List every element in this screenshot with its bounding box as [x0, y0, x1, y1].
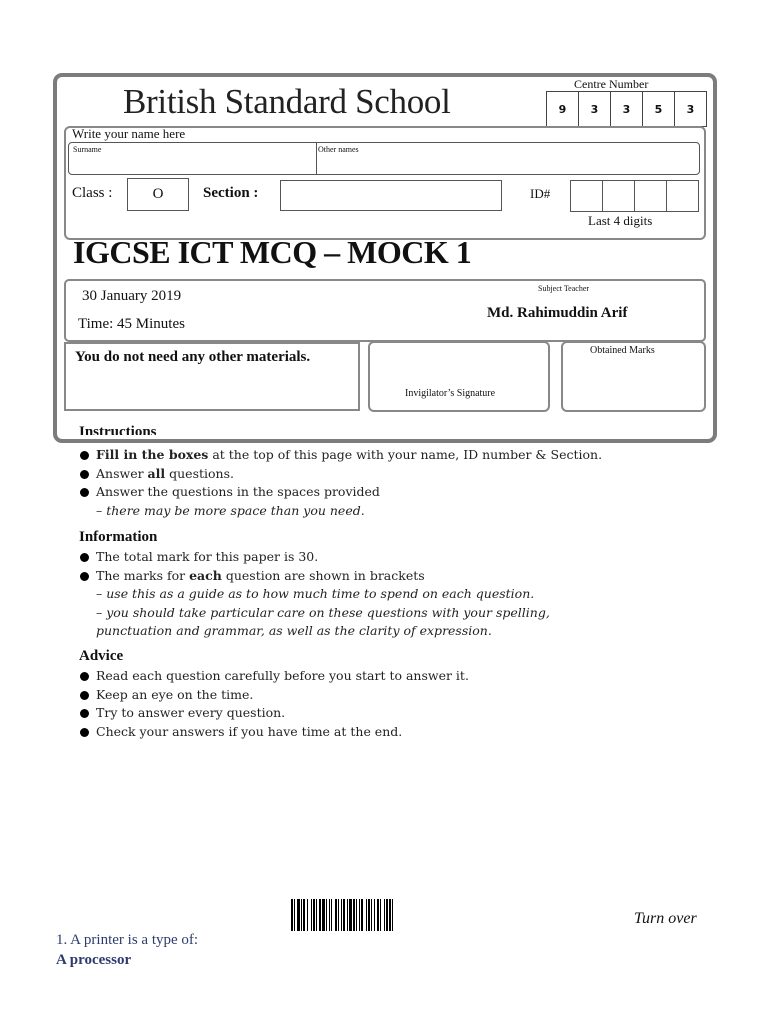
- list-item: [79, 465, 602, 484]
- teacher-name: Md. Rahimuddin Arif: [487, 305, 628, 321]
- advice-list: [79, 667, 469, 741]
- bullet-icon: [80, 709, 89, 718]
- list-note: [79, 502, 602, 521]
- surname-label: Surname: [73, 145, 102, 154]
- paper-title: IGCSE ICT MCQ – MOCK 1: [73, 234, 472, 270]
- list-item: [79, 723, 469, 742]
- turn-over-label: Turn over: [634, 910, 697, 927]
- class-field[interactable]: O: [127, 178, 189, 211]
- list-item: [79, 704, 469, 723]
- bullet-icon: [80, 488, 89, 497]
- barcode-icon: [291, 899, 473, 931]
- instructions-list: [79, 446, 602, 520]
- item-text: questions.: [165, 465, 234, 481]
- exam-date: 30 January 2019: [82, 288, 182, 304]
- centre-digit: 5: [642, 91, 675, 127]
- section-field[interactable]: [280, 180, 502, 211]
- list-item: [79, 446, 602, 465]
- class-label: Class :: [72, 185, 113, 201]
- bullet-icon: [80, 672, 89, 681]
- id-boxes: [571, 180, 699, 212]
- centre-digit: 3: [578, 91, 611, 127]
- id-digit-field[interactable]: [602, 180, 635, 212]
- list-note: [79, 585, 550, 604]
- list-item: [79, 667, 469, 686]
- item-text: Check your answers if you have time at the end.: [96, 723, 403, 739]
- centre-number-boxes: [547, 91, 707, 127]
- information-list: [79, 548, 550, 641]
- item-text: Read each question carefully before you start to answer it.: [96, 668, 469, 683]
- note-text: – there may be more space than you need.: [96, 502, 365, 518]
- list-note: [79, 622, 550, 641]
- emphasis: Fill in the boxes: [96, 447, 209, 462]
- item-text: question are shown in brackets: [221, 567, 425, 583]
- invigilator-label: Invigilator’s Signature: [405, 388, 496, 399]
- other-names-label: Other names: [318, 145, 359, 154]
- name-divider: [316, 142, 317, 174]
- emphasis: each: [189, 567, 222, 583]
- bullet-icon: [80, 470, 89, 479]
- note-text: punctuation and grammar, as well as the clarity of expression.: [96, 623, 492, 638]
- bullet-icon: [80, 451, 89, 460]
- centre-digit: 3: [674, 91, 707, 127]
- write-name-label: Write your name here: [72, 126, 186, 141]
- id-hint: Last 4 digits: [588, 213, 653, 228]
- centre-digit: 9: [546, 91, 579, 127]
- instructions-heading: Instructions: [79, 424, 157, 435]
- bullet-icon: [80, 553, 89, 562]
- school-name: British Standard School: [123, 82, 451, 121]
- note-text: – use this as a guide as to how much time to spend on each question.: [96, 586, 535, 601]
- id-digit-field[interactable]: [634, 180, 667, 212]
- list-item: [79, 567, 550, 586]
- item-text: The total mark for this paper is 30.: [96, 549, 319, 564]
- list-item: [79, 483, 602, 502]
- invigilator-signature-box[interactable]: [368, 341, 550, 412]
- item-text: Answer the questions in the spaces provided: [96, 484, 380, 499]
- list-note: [79, 604, 550, 623]
- bullet-icon: [80, 572, 89, 581]
- list-item: [79, 686, 469, 705]
- information-heading: Information: [79, 529, 158, 545]
- materials-note: You do not need any other materials.: [75, 349, 311, 365]
- note-text: – you should take particular care on these questions with your spelling,: [96, 604, 550, 620]
- question-text: 1. A printer is a type of:: [56, 932, 199, 948]
- bullet-icon: [80, 728, 89, 737]
- answer-option[interactable]: A processor: [56, 952, 132, 968]
- instructions-heading-clip: [79, 424, 157, 435]
- exam-time: Time: 45 Minutes: [78, 316, 185, 332]
- id-digit-field[interactable]: [666, 180, 699, 212]
- section-label: Section :: [203, 185, 259, 201]
- id-label: ID#: [530, 186, 551, 201]
- centre-number-label: Centre Number: [574, 77, 649, 91]
- centre-digit: 3: [610, 91, 643, 127]
- teacher-label: Subject Teacher: [538, 284, 590, 293]
- item-text: at the top of this page with your name, ID number & Section.: [208, 447, 603, 462]
- item-text: Keep an eye on the time.: [96, 686, 254, 702]
- emphasis: all: [147, 465, 166, 481]
- obtained-marks-label: Obtained Marks: [590, 345, 655, 356]
- bullet-icon: [80, 691, 89, 700]
- item-text: Try to answer every question.: [96, 705, 286, 720]
- id-digit-field[interactable]: [570, 180, 603, 212]
- item-text: The marks for: [96, 567, 190, 583]
- advice-heading: Advice: [79, 648, 124, 664]
- name-fields[interactable]: [68, 142, 700, 175]
- item-text: Answer: [96, 465, 148, 481]
- list-item: [79, 548, 550, 567]
